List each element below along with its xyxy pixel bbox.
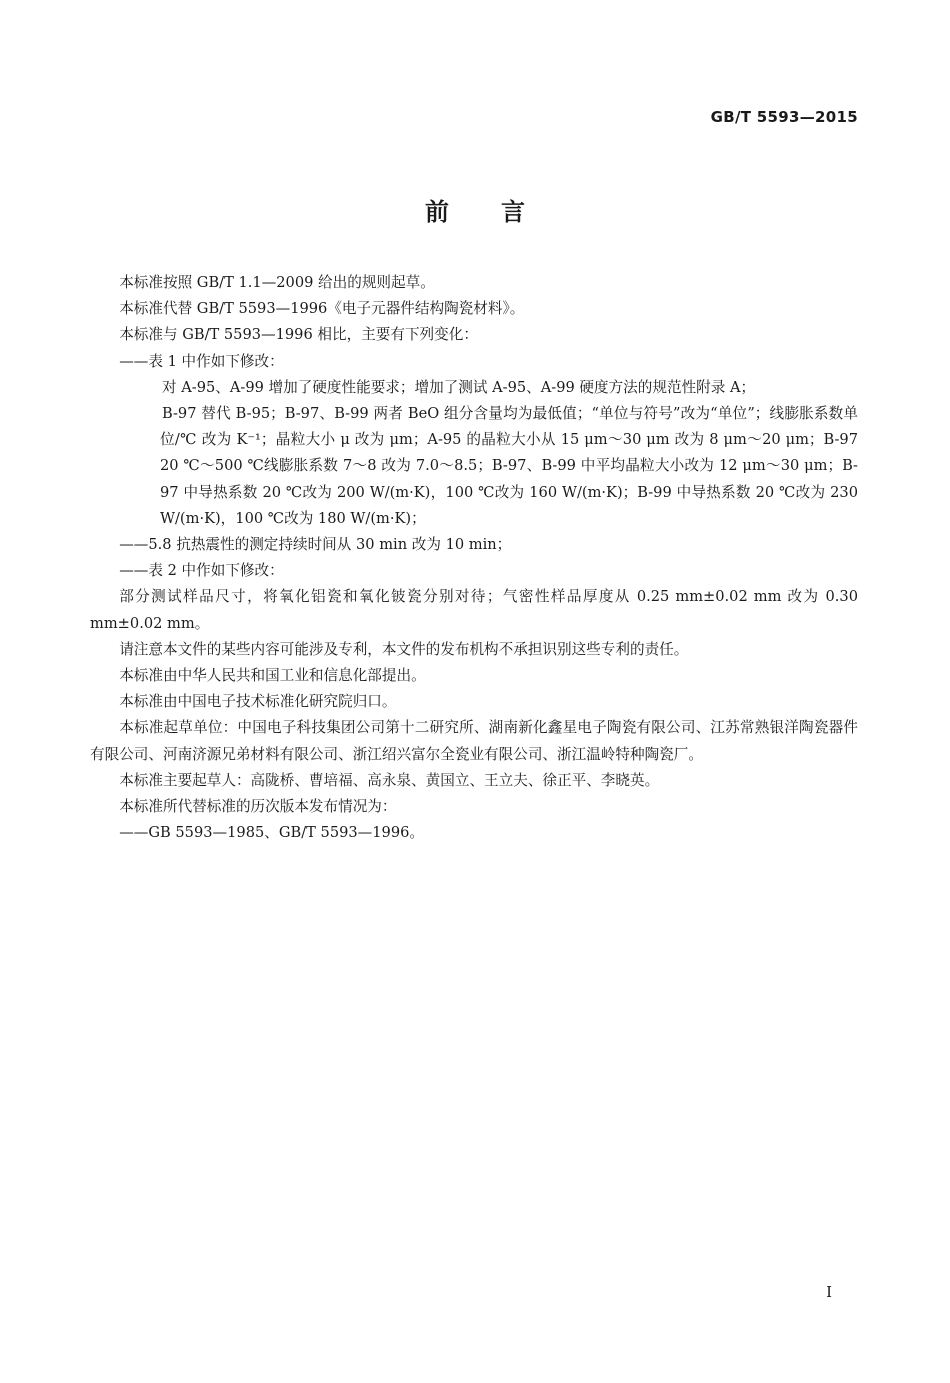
paragraph-sample-size: 部分测试样品尺寸，将氧化铝瓷和氧化铍瓷分别对待；气密性样品厚度从 0.25 mm±0.02 mm 改为 0.30 mm±0.02 mm。	[90, 588, 858, 632]
paragraph-changes-intro: 本标准与 GB/T 5593—1996 相比，主要有下列变化：	[119, 326, 478, 344]
paragraph-table1-hardness: 对 A-95、A-99 增加了硬度性能要求；增加了测试 A-95、A-99 硬度方法的规范性附录 A；	[162, 378, 756, 396]
paragraph-history-intro: 本标准所代替标准的历次版本发布情况为：	[119, 798, 397, 816]
list-item-table2: ——表 2 中作如下修改：	[119, 562, 284, 580]
paragraph-drafting-units: 本标准起草单位：中国电子科技集团公司第十二研究所、湖南新化鑫星电子陶瓷有限公司、江苏常熟银洋陶瓷器件有限公司、河南济源兄弟材料有限公司、浙江绍兴富尔全瓷业有限公司、浙江温岭特种陶瓷厂。	[90, 719, 858, 763]
paragraph-proposed-by: 本标准由中华人民共和国工业和信息化部提出。	[119, 667, 426, 685]
list-item-history: ——GB 5593—1985、GB/T 5593—1996。	[119, 824, 425, 842]
paragraph-drafters: 本标准主要起草人：高陇桥、曹培福、高永泉、黄国立、王立夫、徐正平、李晓英。	[119, 771, 660, 789]
paragraph-replaces: 本标准代替 GB/T 5593—1996《电子元器件结构陶瓷材料》。	[119, 300, 525, 318]
body-text	[90, 270, 858, 846]
page-title: 前言	[425, 198, 577, 226]
standard-code: GB/T 5593—2015	[710, 108, 858, 126]
paragraph-centralized-by: 本标准由中国电子技术标准化研究院归口。	[119, 693, 397, 711]
paragraph-patent-notice: 请注意本文件的某些内容可能涉及专利，本文件的发布机构不承担识别这些专利的责任。	[119, 640, 689, 658]
list-item-thermal-shock: ——5.8 抗热震性的测定持续时间从 30 min 改为 10 min；	[119, 536, 512, 554]
page-number: I	[826, 1283, 832, 1301]
paragraph-table1-beo: B-97 替代 B-95；B-97、B-99 两者 BeO 组分含量均为最低值；“单位与符号”改为“单位”；线膨胀系数单位/℃ 改为 K⁻¹；晶粒大小 μ 改为 μm；A-95 的晶粒大小从 15 μm～30 μm 改为 8 μm～20 μm；B-97 20 ℃～500 ℃线膨胀系数 7～8 改为 7.0～8.5；B-97、B-99 中平均晶粒大小改为 12 μm～30 μm；B-97 中导热系数 20 ℃改为 200 W/(m·K)，100 ℃改为 160 W/(m·K)；B-99 中导热系数 20 ℃改为 230 W/(m·K)，100 ℃改为 180 W/(m·K)；	[160, 405, 858, 527]
list-item-table1: ——表 1 中作如下修改：	[119, 352, 284, 370]
paragraph-drafting-rules: 本标准按照 GB/T 1.1—2009 给出的规则起草。	[119, 274, 435, 291]
